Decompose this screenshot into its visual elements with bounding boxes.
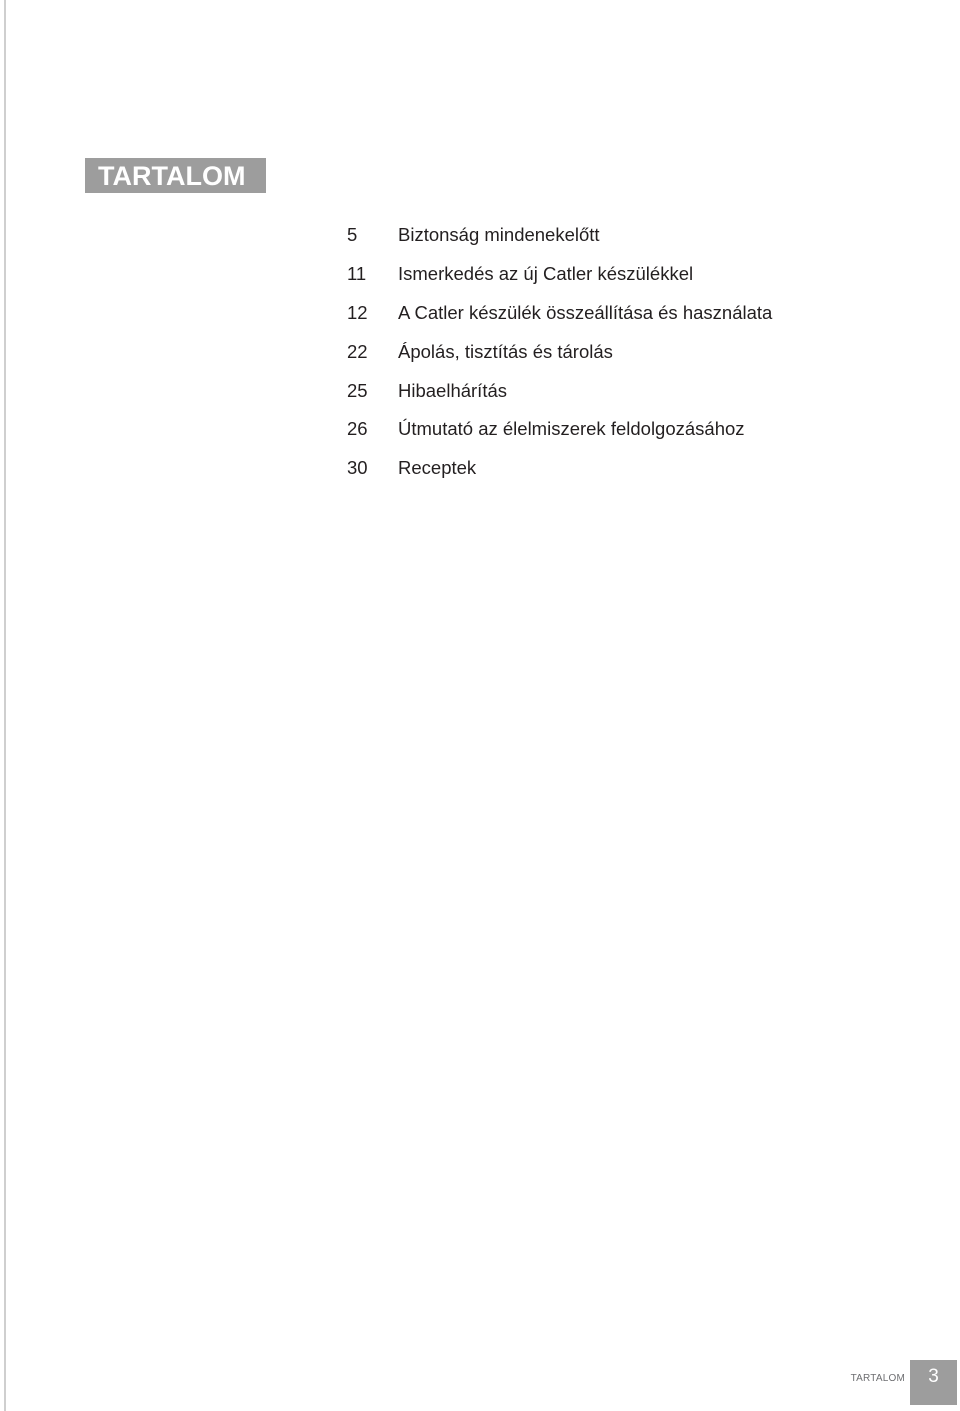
toc-entry-title: Receptek <box>398 457 477 479</box>
toc-entry[interactable] <box>347 410 772 449</box>
toc-page-number: 22 <box>347 340 368 362</box>
toc-entry-title: A Catler készülék összeállítása és használata <box>398 301 773 323</box>
toc-entry[interactable] <box>347 255 772 294</box>
footer-section-label: TARTALOM <box>850 1373 905 1384</box>
page-title: TARTALOM <box>85 158 266 193</box>
toc-entry-title: Hibaelhárítás <box>398 379 508 401</box>
table-of-contents <box>347 216 772 488</box>
toc-page-number: 26 <box>347 418 368 440</box>
toc-entry-title: Biztonság mindenekelőtt <box>398 224 600 246</box>
toc-entry-title: Útmutató az élelmiszerek feldolgozásához <box>398 418 745 440</box>
toc-entry[interactable] <box>347 294 772 333</box>
toc-entry[interactable] <box>347 332 772 371</box>
page-number-badge: 3 <box>910 1360 957 1405</box>
toc-entry-title: Ápolás, tisztítás és tárolás <box>398 340 613 362</box>
toc-entry[interactable] <box>347 216 772 255</box>
toc-page-number: 25 <box>347 379 368 401</box>
toc-page-number: 5 <box>347 224 358 246</box>
toc-page-number: 30 <box>347 457 368 479</box>
toc-entry[interactable] <box>347 449 772 488</box>
left-margin-rule <box>4 0 6 1411</box>
toc-page-number: 12 <box>347 301 368 323</box>
toc-entry-title: Ismerkedés az új Catler készülékkel <box>398 263 694 285</box>
toc-entry[interactable] <box>347 371 772 410</box>
toc-page-number: 11 <box>347 263 367 285</box>
